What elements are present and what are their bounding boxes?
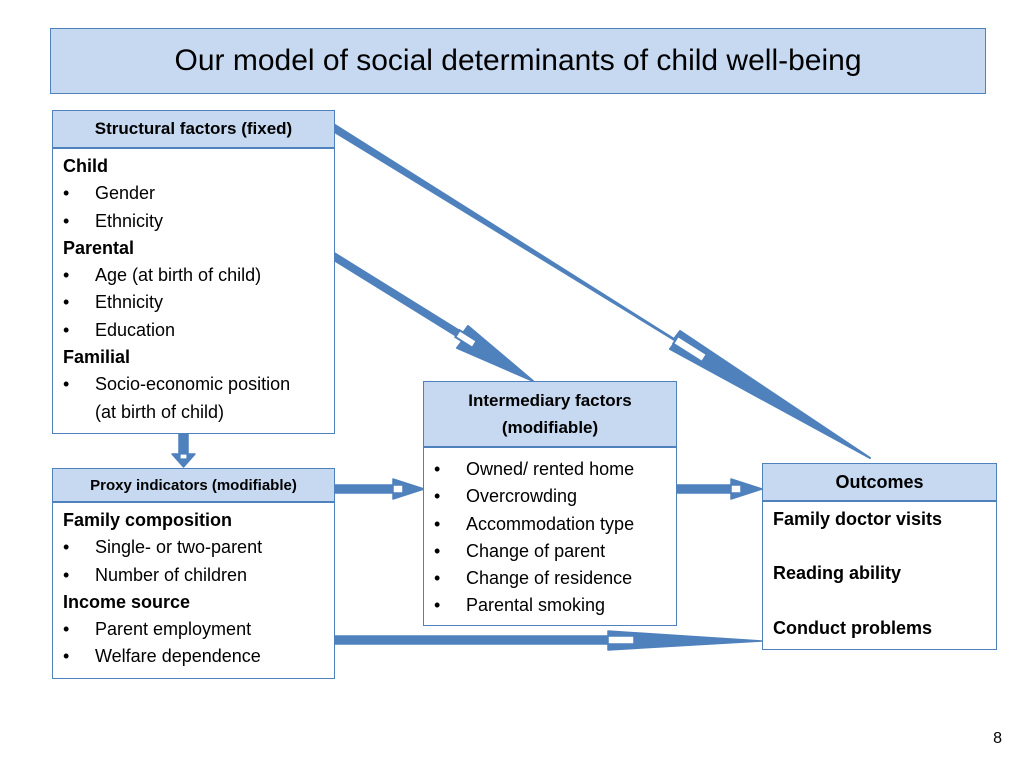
list-item: • Socio-economic position — [63, 371, 326, 398]
bullet-icon: • — [63, 374, 70, 395]
arrow-intermediary-to-outcomes — [676, 479, 762, 499]
bullet-icon: • — [63, 183, 70, 204]
bullet-icon: • — [434, 513, 441, 534]
bullet-icon: • — [63, 646, 70, 667]
bullet-icon: • — [434, 568, 441, 589]
structural-factors-body — [52, 148, 335, 434]
list-item: • Owned/ rented home — [434, 456, 668, 483]
bullet-icon: • — [434, 459, 441, 479]
bullet-icon: • — [63, 537, 70, 558]
outcome-item: Reading ability — [773, 563, 902, 584]
outcome-item: Conduct problems — [773, 617, 933, 638]
intermediary-factors-title-line1: Intermediary factors — [468, 391, 632, 410]
arrow-proxy-to-outcomes-notch — [608, 636, 634, 644]
intermediary-factors-title-line2: (modifiable) — [501, 418, 599, 437]
list-item: • Overcrowding — [434, 483, 668, 510]
list-item-continuation: (at birth of child) — [95, 401, 225, 422]
list-item: • Single- or two-parent — [63, 534, 326, 561]
bullet-icon: • — [434, 486, 441, 507]
bullet-icon: • — [63, 210, 70, 231]
list-item: • Number of children — [63, 562, 326, 589]
bullet-icon: • — [63, 619, 70, 640]
list-item: • Change of residence — [434, 565, 668, 592]
bullet-icon: • — [63, 265, 70, 286]
list-item: • Ethnicity — [63, 289, 326, 316]
arrow-proxy-to-intermediary-notch — [393, 485, 403, 493]
bullet-icon: • — [63, 292, 70, 313]
bullet-icon: • — [63, 319, 70, 340]
page-number: 8 — [993, 730, 1002, 747]
list-item: • Accommodation type — [434, 511, 668, 538]
proxy-indicators-body — [52, 502, 335, 679]
arrow-intermediary-to-outcomes-notch — [731, 485, 741, 493]
slide-title: Our model of social determinants of child well-being — [50, 28, 986, 94]
arrow-structural-to-proxy-notch — [180, 454, 187, 459]
list-item: • Gender — [63, 180, 326, 207]
arrow-structural-to-proxy — [172, 433, 195, 467]
list-item: • Change of parent — [434, 538, 668, 565]
child-heading: Child — [63, 156, 108, 176]
bullet-icon: • — [63, 564, 70, 585]
structural-factors-header — [52, 110, 335, 148]
bullet-icon: • — [434, 595, 441, 616]
structural-factors-title: Structural factors (fixed) — [94, 119, 293, 138]
familial-heading: Familial — [63, 347, 131, 368]
income-source-heading: Income source — [63, 591, 191, 612]
proxy-indicators-title: Proxy indicators (modifiable) — [90, 476, 297, 494]
list-item: • Welfare dependence — [63, 643, 326, 670]
outcomes-header — [762, 463, 997, 501]
outcomes-title: Outcomes — [835, 471, 924, 492]
parental-heading: Parental — [63, 237, 135, 258]
outcome-item: Family doctor visits — [773, 509, 943, 529]
bullet-icon: • — [434, 540, 441, 561]
outcomes-body — [762, 501, 997, 650]
arrow-structural-to-intermediary — [329, 251, 533, 381]
intermediary-factors-body — [423, 447, 677, 626]
arrow-proxy-to-outcomes — [335, 631, 762, 650]
family-composition-heading: Family composition — [63, 510, 233, 530]
list-item: • Ethnicity — [63, 208, 326, 235]
list-item: • Age (at birth of child) — [63, 262, 326, 289]
arrow-proxy-to-intermediary — [335, 479, 424, 499]
list-item: • Parental smoking — [434, 592, 668, 619]
intermediary-factors-header — [423, 381, 677, 447]
proxy-indicators-header — [52, 468, 335, 502]
list-item: • Parent employment — [63, 616, 326, 643]
list-item: • Education — [63, 317, 326, 344]
